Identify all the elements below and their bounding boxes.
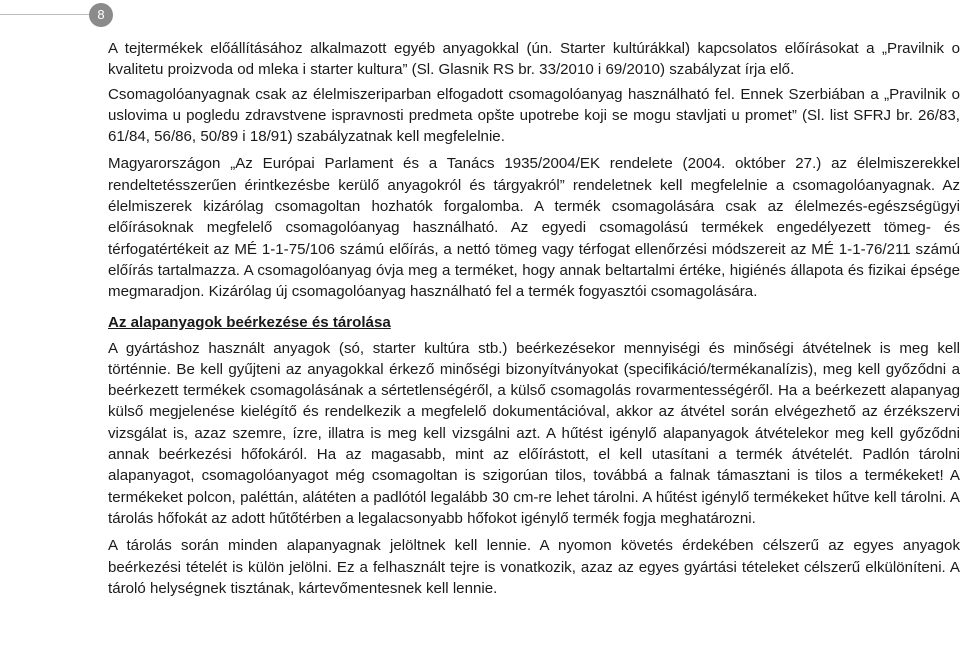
header-rule <box>0 14 90 15</box>
page-number-badge: 8 <box>89 3 113 27</box>
paragraph-storage-labeling: A tárolás során minden alapanyagnak jelöltnek kell lennie. A nyomon követés érdekében célszerű az egyes anyagok beérkezési tételét is külön jelölni. Ez a felhasznált tejre is vonatkozik, azaz az egyes gyártási tételeket célszerű elkülöníteni. A tároló helységnek tisztának, kártevőmentesnek kell lennie. <box>108 537 960 597</box>
paragraph-starter-cultures: A tejtermékek előállításához alkalmazott egyéb anyagokkal (ún. Starter kultúrákkal) kapcsolatos előírásokat a „Pravilnik o kvalitetu proizvoda od mleka i starter kultura” (Sl. Glasnik RS br. 33/2010 i 69/2010) szabályzat írja elő. <box>108 40 960 79</box>
paragraph-packaging-serbia: Csomagolóanyagnak csak az élelmiszeriparban elfogadott csomagolóanyag használható fel. Ennek Szerbiában a „Pravilnik o uslovima u pogledu zdravstvene ispravnosti predmeta opšte upotrebe koji se mogu stavljati u promet” (Sl. list SFRJ br. 26/83, 61/84, 56/86, 50/89 i 18/91) szabályzatnak kell megfelelnie. <box>108 85 960 146</box>
paragraph-raw-material-receipt: A gyártáshoz használt anyagok (só, starter kultúra stb.) beérkezésekor mennyiségi és minőségi átvételnek is meg kell történnie. Be kell gyűjteni az anyagokkal érkező minőségi bizonyítványokat (specifikáció/termékanalízis), meg kell győződni a beérkezett termékek csomagolásának a sértetlenségéről, a külső csomagolás rovarmentességéről. Ha a beérkezett alapanyag külső megjelenése kielégítő és rendelkezik a megfelelő dokumentációval, akkor az átvétel során elvégezhető az érzékszervi vizsgálat is, azaz szemre, ízre, illatra is meg kell vizsgálni azt. A hűtést igénylő alapanyagok átvételekor meg kell győződni annak beérkezési hőfokáról. Ha az magasabb, mint az előírástott, el kell utasítani a termék átvételét. Padlón tárolni alapanyagot, csomagolóanyagot még csomagoltan is szigorúan tilos, továbbá a falnak támasztani is tilos a termékeket! A termékeket polcon, paléttán, alátéten a padlótól legalább 30 cm-re lehet tárolni. A hűtést igénylő termékeket hűtve kell tárolni. A tárolás hőfokát az adott hűtőtérben a legalacsonyabb hőfokot igénylő termék fogja meghatározni. <box>108 339 960 527</box>
paragraph-packaging-hungary: Magyarországon „Az Európai Parlament és a Tanács 1935/2004/EK rendelete (2004. október 27.) az élelmiszerekkel rendeltetésszerűen érintkezésbe kerülő anyagokról és tárgyakról” rendeletnek kell megfelelnie a csomagolóanyagnak. Az élelmiszerek kizárólag csomagoltan hozhatók forgalomba. A termék csomagolására csak az élelmezés-egészségügyi előírásoknak megfelelő csomagolóanyag használható. Az egyedi csomagolású termékek engedélyezett tömeg- és térfogatértékeit az MÉ 1-1-75/106 számú előírás, a nettó tömeg vagy térfogat ellenőrzési módszereit az MÉ 1-1-76/211 számú előírás tartalmazza. A csomagolóanyag óvja meg a terméket, hogy annak beltartalmi értéke, higiénés állapota és fizikai épsége megmaradjon. Kizárólag új csomagolóanyag használható fel a termék fogyasztói csomagolására. <box>108 155 960 301</box>
section-heading: Az alapanyagok beérkezése és tárolása <box>108 313 391 331</box>
document-body <box>108 38 960 599</box>
